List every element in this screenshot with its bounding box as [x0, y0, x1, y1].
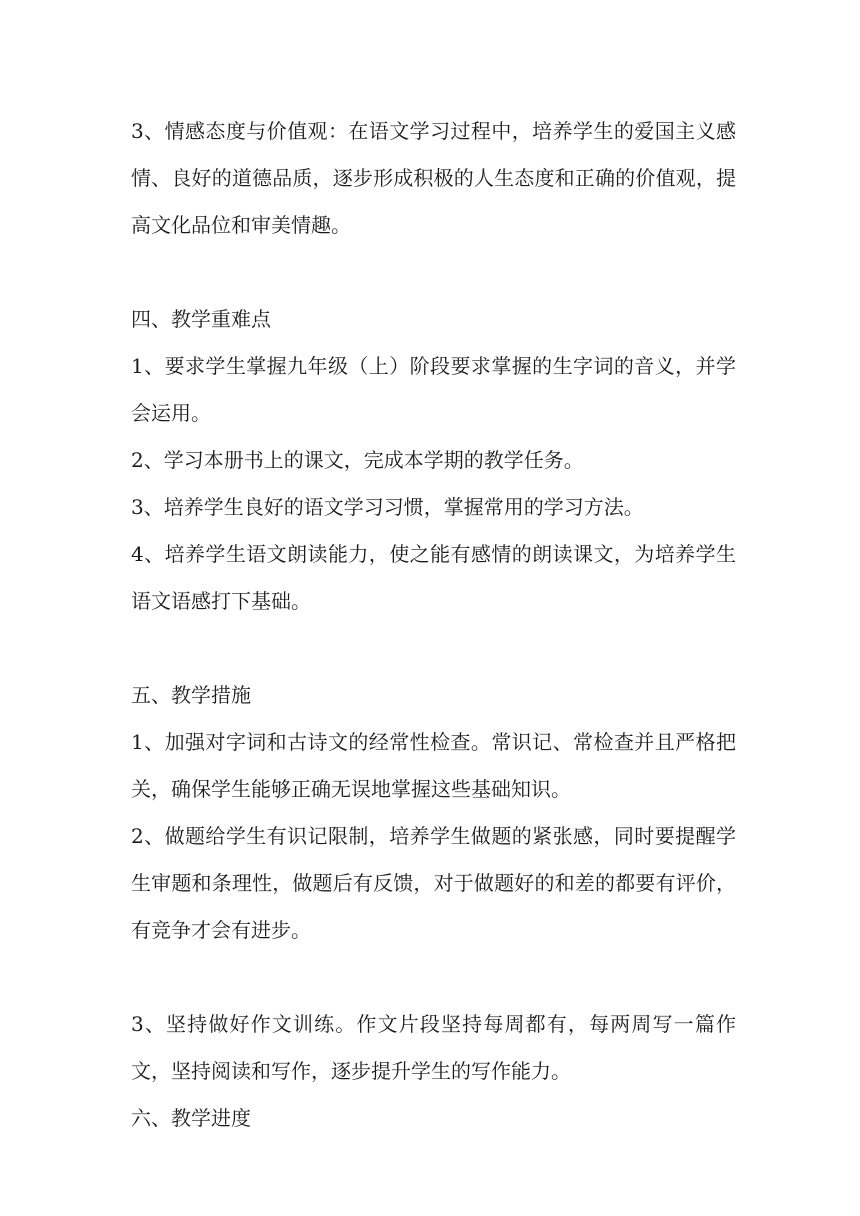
paragraph-measure-1: 1、加强对字词和古诗文的经常性检查。常识记、常检查并且严格把关，确保学生能够正确无误地掌握这些基础知识。 [131, 730, 736, 801]
paragraph-spacer [131, 625, 736, 672]
section-heading-schedule: 六、教学进度 [131, 1106, 251, 1130]
section-heading-key-points: 四、教学重难点 [131, 307, 271, 331]
paragraph-spacer [131, 954, 736, 1001]
paragraph-key-point-3: 3、培养学生良好的语文学习习惯，掌握常用的学习方法。 [131, 495, 644, 519]
paragraph-spacer [131, 249, 736, 296]
paragraph-key-point-1: 1、要求学生掌握九年级（上）阶段要求掌握的生字词的音义，并学会运用。 [131, 354, 736, 425]
paragraph-attitude-values: 3、情感态度与价值观：在语文学习过程中，培养学生的爱国主义感情、良好的道德品质，逐步形成积极的人生态度和正确的价值观，提高文化品位和审美情趣。 [131, 119, 736, 237]
section-heading-measures: 五、教学措施 [131, 683, 251, 707]
paragraph-measure-2: 2、做题给学生有识记限制，培养学生做题的紧张感，同时要提醒学生审题和条理性，做题后有反馈，对于做题好的和差的都要有评价，有竞争才会有进步。 [131, 824, 736, 942]
paragraph-measure-3: 3、坚持做好作文训练。作文片段坚持每周都有，每两周写一篇作文，坚持阅读和写作，逐步提升学生的写作能力。 [131, 1012, 736, 1083]
paragraph-key-point-4: 4、培养学生语文朗读能力，使之能有感情的朗读课文，为培养学生语文语感打下基础。 [131, 542, 736, 613]
paragraph-key-point-2: 2、学习本册书上的课文，完成本学期的教学任务。 [131, 448, 584, 472]
document-body [131, 108, 736, 1142]
